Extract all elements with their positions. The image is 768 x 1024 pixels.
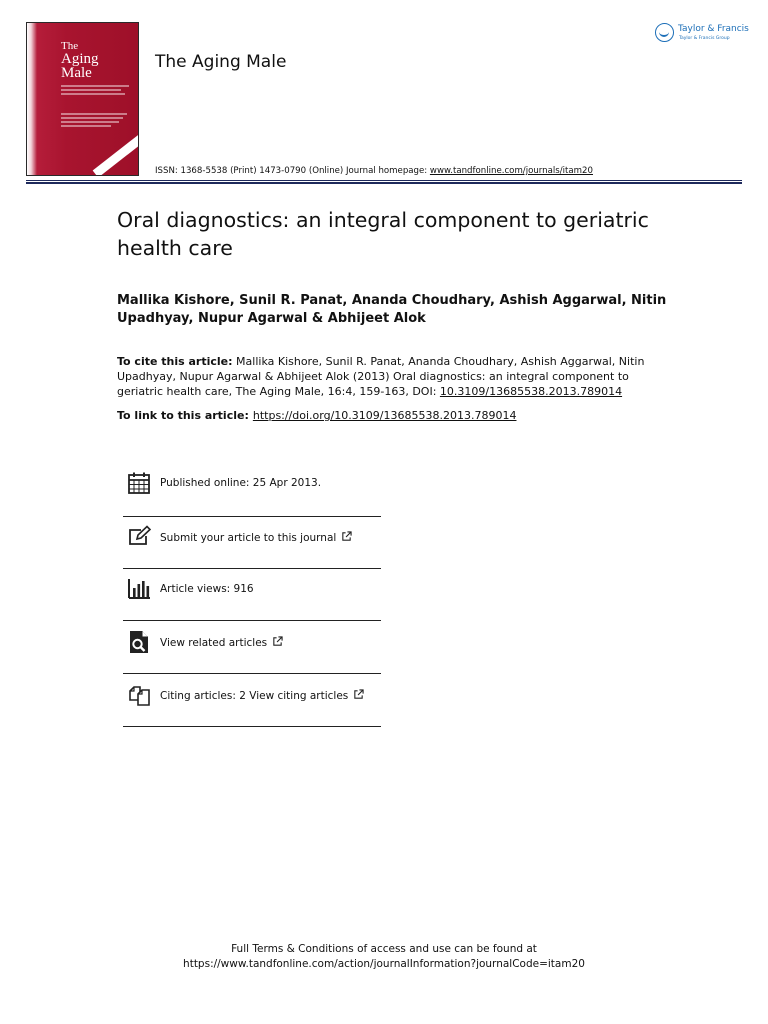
footer: [0, 942, 768, 972]
citing-articles-link[interactable]: [160, 689, 364, 702]
article-views: Article views: 916: [160, 583, 254, 595]
cover-text-line: [61, 121, 119, 123]
external-link-icon: [272, 636, 283, 647]
cover-text-line: [61, 85, 129, 87]
article-authors: Mallika Kishore, Sunil R. Panat, Ananda Choudhary, Ashish Aggarwal, Nitin Upadhyay, Nupur Agarwal & Abhijeet Alok: [117, 293, 667, 326]
divider: [123, 673, 381, 674]
cover-title-the: The: [61, 40, 79, 52]
external-link-icon: [341, 531, 352, 542]
journal-cover-image: [26, 22, 139, 176]
submit-article-label: Submit your article to this journal: [160, 532, 337, 544]
cover-text-line: [61, 93, 125, 95]
external-link-icon: [353, 689, 364, 700]
cite-doi-link[interactable]: 10.3109/13685538.2013.789014: [439, 385, 623, 398]
header-rule-thin: [26, 180, 742, 181]
cover-text-line: [61, 117, 123, 119]
related-articles-row[interactable]: [123, 630, 381, 670]
divider: [123, 726, 381, 727]
header-rule: [26, 182, 742, 184]
related-articles-label: View related articles: [160, 637, 268, 649]
link-label: To link to this article:: [117, 409, 249, 422]
divider: [123, 516, 381, 517]
published-row: [123, 471, 381, 511]
cover-text-line: [61, 89, 121, 91]
citation-block: [117, 354, 657, 399]
edit-icon: [127, 525, 151, 549]
article-title: Oral diagnostics: an integral component to geriatric health care: [117, 208, 649, 260]
cover-text-line: [61, 125, 111, 127]
cover-stripe: [93, 127, 139, 176]
publisher-logo-icon: [655, 23, 674, 42]
publisher-subname: Taylor & Francis Group: [679, 36, 730, 41]
publisher-name: Taylor & Francis: [678, 24, 749, 34]
submit-article-link[interactable]: [160, 531, 352, 544]
divider: [123, 568, 381, 569]
citing-documents-icon: [127, 683, 151, 707]
related-articles-link[interactable]: [160, 636, 283, 649]
article-views-row: [123, 577, 381, 617]
article-doi-link[interactable]: https://doi.org/10.3109/13685538.2013.789014: [252, 409, 517, 422]
search-document-icon: [127, 630, 151, 654]
cite-text: Mallika Kishore, Sunil R. Panat, Ananda Choudhary, Ashish Aggarwal, Nitin Upadhyay, Nupur Agarwal & Abhijeet Alok (2013) Oral diagnostics: an integral component to geriatric health care, The Aging Male, 16:4, 159-163, DOI:: [117, 355, 645, 398]
published-date: Published online: 25 Apr 2013.: [160, 477, 322, 489]
cover-title-male: Male: [61, 65, 92, 81]
cite-label: To cite this article:: [117, 355, 233, 368]
publisher-logo[interactable]: [655, 22, 747, 48]
cover-text-line: [61, 113, 127, 115]
issn-line: [155, 166, 593, 176]
article-link-line: [117, 408, 677, 423]
citing-articles-label: Citing articles: 2 View citing articles: [160, 690, 349, 702]
divider: [123, 620, 381, 621]
footer-terms-text: Full Terms & Conditions of access and use can be found at: [231, 943, 537, 955]
journal-homepage-link[interactable]: www.tandfonline.com/journals/itam20: [429, 166, 593, 176]
cover-title-aging: Aging: [61, 51, 99, 67]
journal-title: The Aging Male: [155, 52, 287, 72]
issn-text: ISSN: 1368-5538 (Print) 1473-0790 (Online) Journal homepage:: [155, 166, 430, 176]
calendar-icon: [127, 471, 151, 495]
citing-articles-row[interactable]: [123, 683, 381, 723]
submit-article-row[interactable]: [123, 525, 381, 565]
footer-terms-link[interactable]: https://www.tandfonline.com/action/journalInformation?journalCode=itam20: [183, 958, 585, 970]
bar-chart-icon: [127, 577, 151, 601]
